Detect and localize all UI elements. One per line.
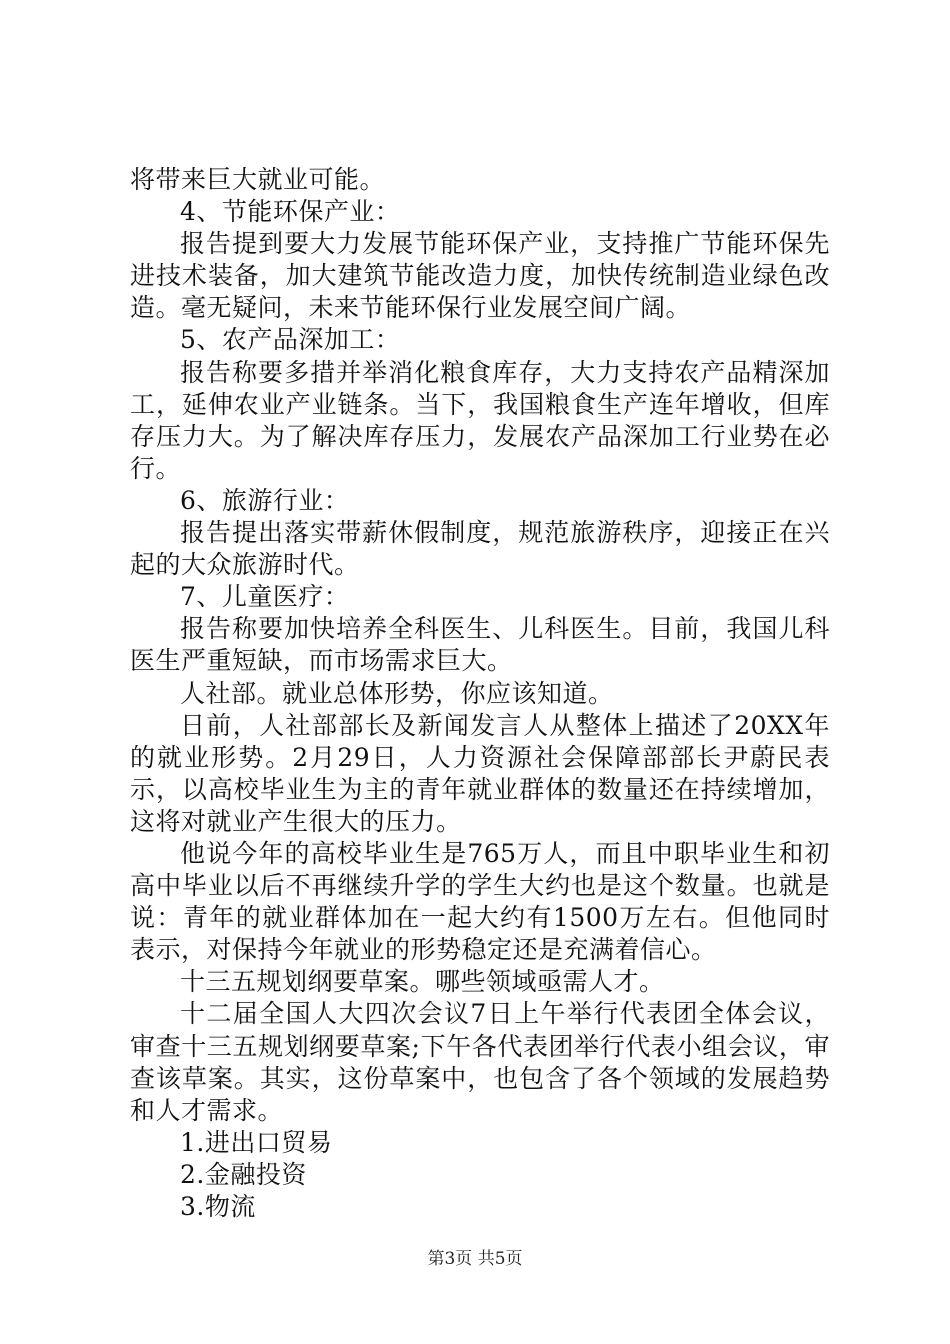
paragraph: 日前，人社部部长及新闻发言人从整体上描述了20XX年的就业形势。2月29日，人力资源社会保障部部长尹蔚民表示，以高校毕业生为主的青年就业群体的数量还在持续增加，这将对就业产生很大的压力。 [130, 710, 830, 836]
paragraph: 报告提到要大力发展节能环保产业，支持推广节能环保先进技术装备，加大建筑节能改造力度，加快传统制造业绿色改造。毫无疑问，未来节能环保行业发展空间广阔。 [130, 229, 830, 323]
document-body [130, 164, 830, 1223]
paragraph: 十二届全国人大四次会议7日上午举行代表团全体会议，审查十三五规划纲要草案;下午各代表团举行代表小组会议，审查该草案。其实，这份草案中，也包含了各个领域的发展趋势和人才需求。 [130, 999, 830, 1125]
section-heading: 7、儿童医疗： [180, 582, 350, 612]
page-footer: 第3页 共5页 [427, 1249, 523, 1269]
paragraph: 他说今年的高校毕业生是765万人，而且中职毕业生和初高中毕业以后不再继续升学的学生大约也是这个数量。也就是说：青年的就业群体加在一起大约有1500万左右。但他同时表示，对保持今年就业的形势稳定还是充满着信心。 [130, 838, 830, 965]
section-heading: 人社部。就业总体形势，你应该知道。 [180, 678, 614, 708]
paragraph: 报告称要多措并举消化粮食库存，大力支持农产品精深加工，延伸农业产业链条。当下，我国粮食生产连年增收，但库存压力大。为了解决库存压力，发展农产品深加工行业势在必行。 [130, 357, 830, 483]
paragraph: 将带来巨大就业可能。 [130, 165, 386, 194]
list-item: 1.进出口贸易 [180, 1127, 333, 1157]
section-heading: 4、节能环保产业： [180, 197, 401, 227]
section-heading: 十三五规划纲要草案。哪些领域亟需人才。 [180, 967, 665, 997]
paragraph: 报告称要加快培养全科医生、儿科医生。目前，我国儿科医生严重短缺，而市场需求巨大。 [130, 614, 830, 676]
list-item: 2.金融投资 [180, 1159, 307, 1189]
list-item: 3.物流 [180, 1192, 256, 1221]
paragraph: 报告提出落实带薪休假制度，规范旅游秩序，迎接正在兴起的大众旅游时代。 [130, 518, 830, 580]
section-heading: 6、旅游行业： [180, 485, 350, 515]
section-heading: 5、农产品深加工： [180, 325, 401, 355]
